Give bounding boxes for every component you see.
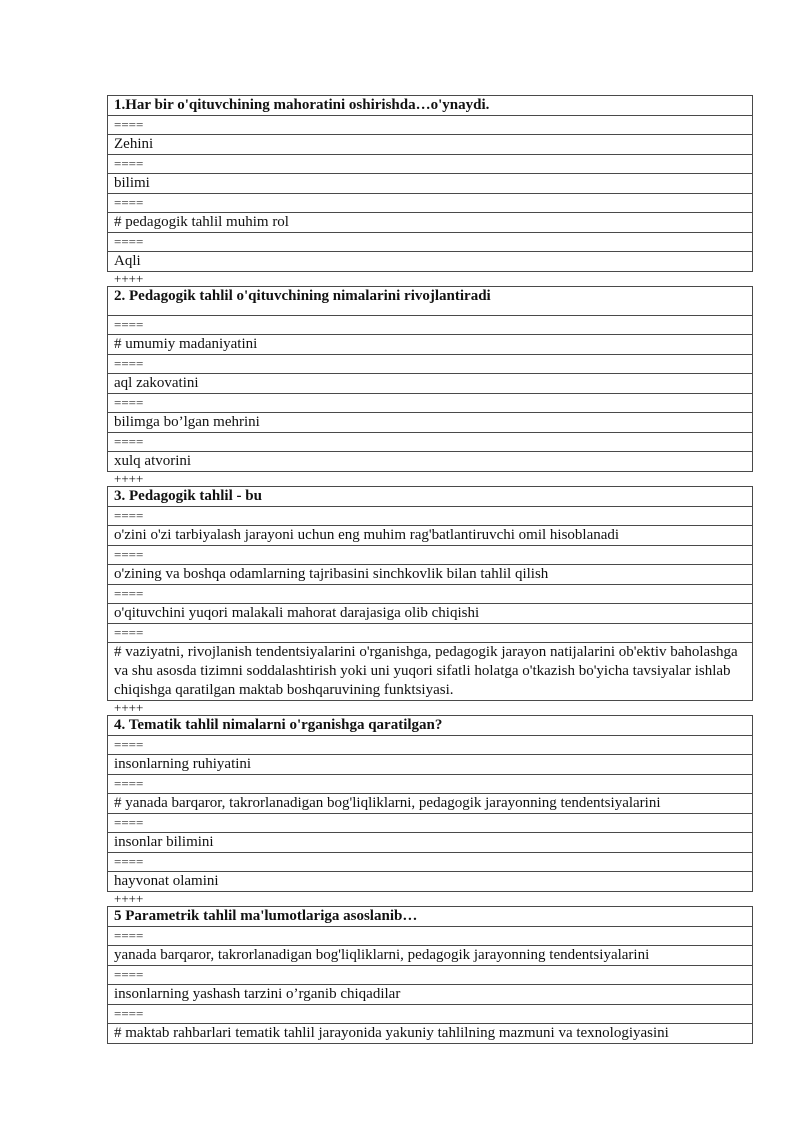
separator: ==== — [108, 585, 753, 604]
separator: ==== — [108, 394, 753, 413]
block-end-marker: ++++ — [114, 700, 144, 715]
answer-option: insonlar bilimini — [108, 833, 753, 853]
question-table — [107, 95, 753, 272]
answer-option: bilimga bo’lgan mehrini — [108, 413, 753, 433]
answer-option: o'zining va boshqa odamlarning tajribasini sinchkovlik bilan tahlil qilish — [108, 565, 753, 585]
answer-option: Zehini — [108, 135, 753, 155]
question-block-5 — [107, 906, 753, 1044]
answer-option-correct: # pedagogik tahlil muhim rol — [108, 213, 753, 233]
separator: ==== — [108, 316, 753, 335]
separator: ==== — [108, 1005, 753, 1024]
question-table — [107, 715, 753, 892]
answer-option-correct: # umumiy madaniyatini — [108, 335, 753, 355]
question-table — [107, 486, 753, 701]
question-text: 3. Pedagogik tahlil - bu — [108, 487, 753, 507]
question-block-1 — [107, 95, 753, 272]
separator: ==== — [108, 814, 753, 833]
question-text: 2. Pedagogik tahlil o'qituvchining nimalarini rivojlantiradi — [108, 287, 753, 316]
block-end-marker: ++++ — [114, 271, 144, 286]
question-block-2 — [107, 286, 753, 472]
answer-option: yanada barqaror, takrorlanadigan bog'liqliklarni, pedagogik jarayonning tendentsiyalarini — [108, 946, 753, 966]
answer-option: xulq atvorini — [108, 452, 753, 472]
separator: ==== — [108, 116, 753, 135]
question-table — [107, 906, 753, 1044]
answer-option: o'qituvchini yuqori malakali mahorat darajasiga olib chiqishi — [108, 604, 753, 624]
test-document — [0, 95, 800, 1044]
question-table — [107, 286, 753, 472]
separator: ==== — [108, 624, 753, 643]
separator: ==== — [108, 433, 753, 452]
answer-option: bilimi — [108, 174, 753, 194]
separator: ==== — [108, 966, 753, 985]
answer-option: insonlarning yashash tarzini o’rganib chiqadilar — [108, 985, 753, 1005]
question-block-4 — [107, 715, 753, 892]
answer-option-correct: # yanada barqaror, takrorlanadigan bog'liqliklarni, pedagogik jarayonning tendentsiyalarini — [108, 794, 753, 814]
answer-option-correct: # maktab rahbarlari tematik tahlil jarayonida yakuniy tahlilning mazmuni va texnologiyasini — [108, 1024, 753, 1044]
block-end-marker: ++++ — [114, 471, 144, 486]
answer-option: insonlarning ruhiyatini — [108, 755, 753, 775]
question-block-3 — [107, 486, 753, 701]
separator: ==== — [108, 507, 753, 526]
answer-option-correct: # vaziyatni, rivojlanish tendentsiyalarini o'rganishga, pedagogik jarayon natijalarini ob'ektiv baholashga va shu asosda tizimni soddalashtirish yoki uni yuqori sifatli holatga o'tkazish bo'yicha tavsiyalar ishlab chiqishga qaratilgan maktab boshqaruvining funktsiyasi. — [108, 643, 753, 701]
block-end-marker: ++++ — [114, 891, 144, 906]
separator: ==== — [108, 233, 753, 252]
question-text: 5 Parametrik tahlil ma'lumotlariga asoslanib… — [108, 907, 753, 927]
answer-option: o'zini o'zi tarbiyalash jarayoni uchun eng muhim rag'batlantiruvchi omil hisoblanadi — [108, 526, 753, 546]
separator: ==== — [108, 546, 753, 565]
separator: ==== — [108, 355, 753, 374]
separator: ==== — [108, 927, 753, 946]
question-text: 1.Har bir o'qituvchining mahoratini oshirishda…o'ynaydi. — [108, 96, 753, 116]
separator: ==== — [108, 155, 753, 174]
separator: ==== — [108, 853, 753, 872]
answer-option: aql zakovatini — [108, 374, 753, 394]
separator: ==== — [108, 194, 753, 213]
separator: ==== — [108, 736, 753, 755]
answer-option: Aqli — [108, 252, 753, 272]
question-text: 4. Tematik tahlil nimalarni o'rganishga qaratilgan? — [108, 716, 753, 736]
separator: ==== — [108, 775, 753, 794]
answer-option: hayvonat olamini — [108, 872, 753, 892]
